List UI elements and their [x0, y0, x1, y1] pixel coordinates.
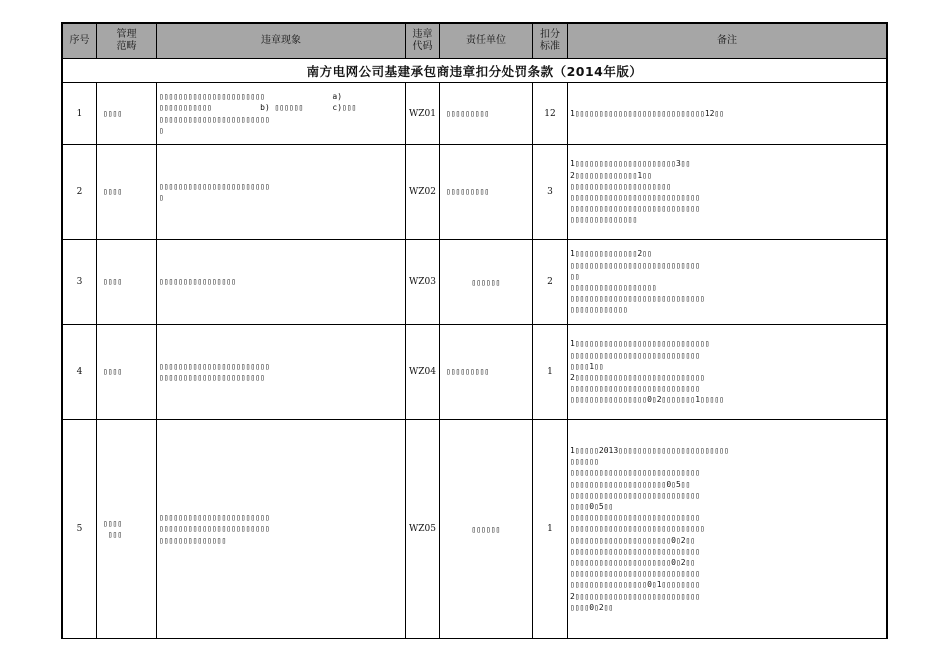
- cell-remark: 1▯▯▯▯▯▯▯▯▯▯▯▯▯▯▯▯▯▯▯▯▯▯▯▯▯▯▯▯ ▯▯▯▯▯▯▯▯▯▯▯▯▯▯▯▯▯▯▯▯▯▯▯▯▯▯▯ ▯▯▯▯1▯▯ 2▯▯▯▯▯▯▯▯▯▯▯▯▯▯▯▯▯▯▯▯▯▯▯▯▯▯▯ ▯▯▯▯▯▯▯▯▯▯▯▯▯▯▯▯▯▯▯▯▯▯▯▯▯▯▯ ▯▯▯▯▯▯▯▯▯▯▯▯▯▯▯▯0▯2▯▯▯▯▯▯▯1▯▯▯▯▯: [568, 325, 887, 420]
- cell-unit: ▯▯▯▯▯▯: [440, 240, 533, 325]
- header-unit: 责任单位: [440, 24, 533, 59]
- cell-unit: ▯▯▯▯▯▯: [440, 420, 533, 639]
- cell-code: WZ05: [406, 420, 440, 639]
- cell-unit: ▯▯▯▯▯▯▯▯▯: [440, 145, 533, 240]
- cell-code: WZ02: [406, 145, 440, 240]
- cell-deduct: 1: [533, 325, 568, 420]
- cell-violation: ▯▯▯▯▯▯▯▯▯▯▯▯▯▯▯▯▯▯▯▯▯▯▯ ▯: [157, 145, 406, 240]
- table-title: 南方电网公司基建承包商违章扣分处罚条款（2014年版）: [63, 59, 887, 83]
- cell-seq: 1: [63, 83, 97, 145]
- cell-mgmt: ▯▯▯▯: [97, 240, 157, 325]
- cell-remark: 1▯▯▯▯▯▯▯▯▯▯▯▯▯▯▯▯▯▯▯▯▯3▯▯ 2▯▯▯▯▯▯▯▯▯▯▯▯▯1▯▯ ▯▯▯▯▯▯▯▯▯▯▯▯▯▯▯▯▯▯▯▯▯ ▯▯▯▯▯▯▯▯▯▯▯▯▯▯▯▯▯▯▯▯▯▯▯▯▯▯▯ ▯▯▯▯▯▯▯▯▯▯▯▯▯▯▯▯▯▯▯▯▯▯▯▯▯▯▯ ▯▯▯▯▯▯▯▯▯▯▯▯▯▯: [568, 145, 887, 240]
- table-row: [63, 145, 887, 240]
- header-code: 违章 代码: [406, 24, 440, 59]
- cell-seq: 4: [63, 325, 97, 420]
- cell-remark: 1▯▯▯▯▯2013▯▯▯▯▯▯▯▯▯▯▯▯▯▯▯▯▯▯▯▯▯▯▯ ▯▯▯▯▯▯ ▯▯▯▯▯▯▯▯▯▯▯▯▯▯▯▯▯▯▯▯▯▯▯▯▯▯▯ ▯▯▯▯▯▯▯▯▯▯▯▯▯▯▯▯▯▯▯▯0▯5▯▯ ▯▯▯▯▯▯▯▯▯▯▯▯▯▯▯▯▯▯▯▯▯▯▯▯▯▯▯ ▯▯▯▯0▯5▯▯ ▯▯▯▯▯▯▯▯▯▯▯▯▯▯▯▯▯▯▯▯▯▯▯▯▯▯▯ ▯▯▯▯▯▯▯▯▯▯▯▯▯▯▯▯▯▯▯▯▯▯▯▯▯▯▯▯ ▯▯▯▯▯▯▯▯▯▯▯▯▯▯▯▯▯▯▯▯▯0▯2▯▯ ▯▯▯▯▯▯▯▯▯▯▯▯▯▯▯▯▯▯▯▯▯▯▯▯▯▯▯ ▯▯▯▯▯▯▯▯▯▯▯▯▯▯▯▯▯▯▯▯▯0▯2▯▯ ▯▯▯▯▯▯▯▯▯▯▯▯▯▯▯▯▯▯▯▯▯▯▯▯▯▯▯ ▯▯▯▯▯▯▯▯▯▯▯▯▯▯▯▯0▯1▯▯▯▯▯▯▯▯ 2▯▯▯▯▯▯▯▯▯▯▯▯▯▯▯▯▯▯▯▯▯▯▯▯▯▯ ▯▯▯▯0▯2▯▯: [568, 420, 887, 639]
- penalty-table-sheet: [61, 22, 888, 639]
- penalty-table: [62, 23, 887, 639]
- cell-mgmt: ▯▯▯▯ ▯▯▯: [97, 420, 157, 639]
- header-violation: 违章现象: [157, 24, 406, 59]
- cell-mgmt: ▯▯▯▯: [97, 83, 157, 145]
- cell-violation: ▯▯▯▯▯▯▯▯▯▯▯▯▯▯▯▯: [157, 240, 406, 325]
- cell-code: WZ03: [406, 240, 440, 325]
- table-row: [63, 420, 887, 639]
- table-header: [63, 24, 887, 59]
- cell-deduct: 12: [533, 83, 568, 145]
- cell-deduct: 2: [533, 240, 568, 325]
- header-remark: 备注: [568, 24, 887, 59]
- cell-mgmt: ▯▯▯▯: [97, 145, 157, 240]
- cell-remark: 1▯▯▯▯▯▯▯▯▯▯▯▯▯▯▯▯▯▯▯▯▯▯▯▯▯▯▯12▯▯: [568, 83, 887, 145]
- table-row: [63, 240, 887, 325]
- cell-deduct: 1: [533, 420, 568, 639]
- header-seq: 序号: [63, 24, 97, 59]
- cell-code: WZ04: [406, 325, 440, 420]
- cell-seq: 5: [63, 420, 97, 639]
- header-mgmt: 管理 范畴: [97, 24, 157, 59]
- cell-remark: 1▯▯▯▯▯▯▯▯▯▯▯▯▯2▯▯ ▯▯▯▯▯▯▯▯▯▯▯▯▯▯▯▯▯▯▯▯▯▯▯▯▯▯▯ ▯▯ ▯▯▯▯▯▯▯▯▯▯▯▯▯▯▯▯▯▯ ▯▯▯▯▯▯▯▯▯▯▯▯▯▯▯▯▯▯▯▯▯▯▯▯▯▯▯▯ ▯▯▯▯▯▯▯▯▯▯▯▯: [568, 240, 887, 325]
- cell-violation: ▯▯▯▯▯▯▯▯▯▯▯▯▯▯▯▯▯▯▯▯▯▯ a) ▯▯▯▯▯▯▯▯▯▯▯ b) ▯▯▯▯▯▯ c)▯▯▯ ▯▯▯▯▯▯▯▯▯▯▯▯▯▯▯▯▯▯▯▯▯▯▯ ▯: [157, 83, 406, 145]
- cell-mgmt: ▯▯▯▯: [97, 325, 157, 420]
- cell-unit: ▯▯▯▯▯▯▯▯▯: [440, 325, 533, 420]
- cell-code: WZ01: [406, 83, 440, 145]
- cell-violation: ▯▯▯▯▯▯▯▯▯▯▯▯▯▯▯▯▯▯▯▯▯▯▯ ▯▯▯▯▯▯▯▯▯▯▯▯▯▯▯▯▯▯▯▯▯▯: [157, 325, 406, 420]
- table-row: [63, 83, 887, 145]
- cell-seq: 3: [63, 240, 97, 325]
- cell-unit: ▯▯▯▯▯▯▯▯▯: [440, 83, 533, 145]
- cell-seq: 2: [63, 145, 97, 240]
- cell-violation: ▯▯▯▯▯▯▯▯▯▯▯▯▯▯▯▯▯▯▯▯▯▯▯ ▯▯▯▯▯▯▯▯▯▯▯▯▯▯▯▯▯▯▯▯▯▯▯ ▯▯▯▯▯▯▯▯▯▯▯▯▯▯: [157, 420, 406, 639]
- header-deduct: 扣分 标准: [533, 24, 568, 59]
- cell-deduct: 3: [533, 145, 568, 240]
- table-row: [63, 325, 887, 420]
